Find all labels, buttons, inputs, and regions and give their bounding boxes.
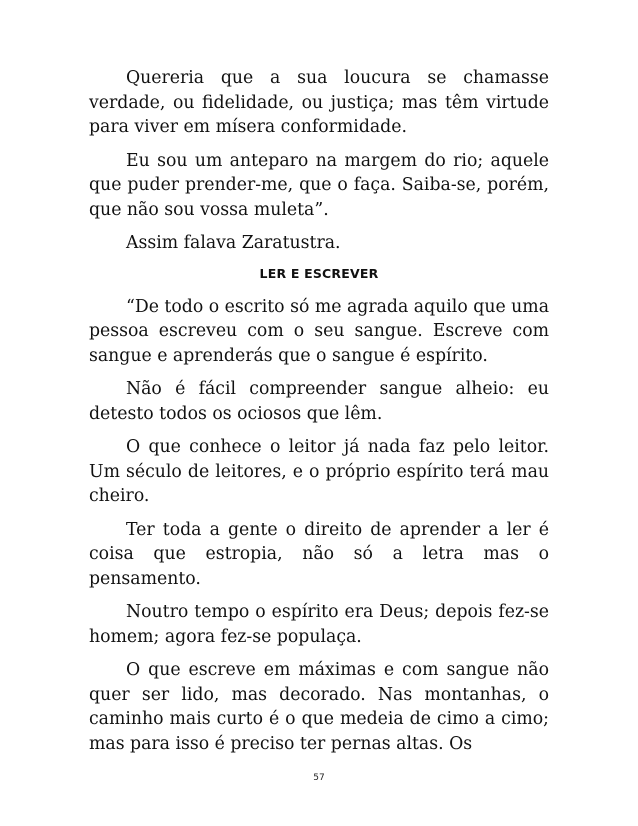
paragraph: O que conhece o leitor já nada faz pelo leitor. Um século de leitores, e o próprio espírito terá mau cheiro.	[89, 437, 549, 506]
body-text	[89, 66, 549, 765]
paragraph: “De todo o escrito só me agrada aquilo que uma pessoa escreveu com o seu sangue. Escreve com sangue e aprenderás que o sangue é espírito.	[89, 296, 549, 366]
page-number: 57	[313, 773, 325, 783]
paragraph: Não é fácil compreender sangue alheio: eu detesto todos os ociosos que lêm.	[89, 379, 549, 424]
paragraph: Eu sou um anteparo na margem do rio; aquele que puder prender-me, que o faça. Saiba-se, porém, que não sou vossa muleta”.	[89, 150, 549, 220]
paragraph: Quereria que a sua loucura se chamasse verdade, ou fidelidade, ou justiça; mas têm virtude para viver em mísera conformidade.	[89, 68, 549, 137]
paragraph: Assim falava Zaratustra.	[126, 233, 341, 253]
paragraph: O que escreve em máximas e com sangue não quer ser lido, mas decorado. Nas montanhas, o caminho mais curto é o que medeia de cimo a cimo; mas para isso é preciso ter pernas altas. Os	[89, 660, 549, 754]
paragraph: Noutro tempo o espírito era Deus; depois fez-se homem; agora fez-se populaça.	[89, 602, 549, 647]
paragraph: Ter toda a gente o direito de aprender a ler é coisa que estropia, não só a letra mas o pensamento.	[89, 519, 549, 589]
section-heading: LER E ESCREVER	[259, 265, 379, 281]
